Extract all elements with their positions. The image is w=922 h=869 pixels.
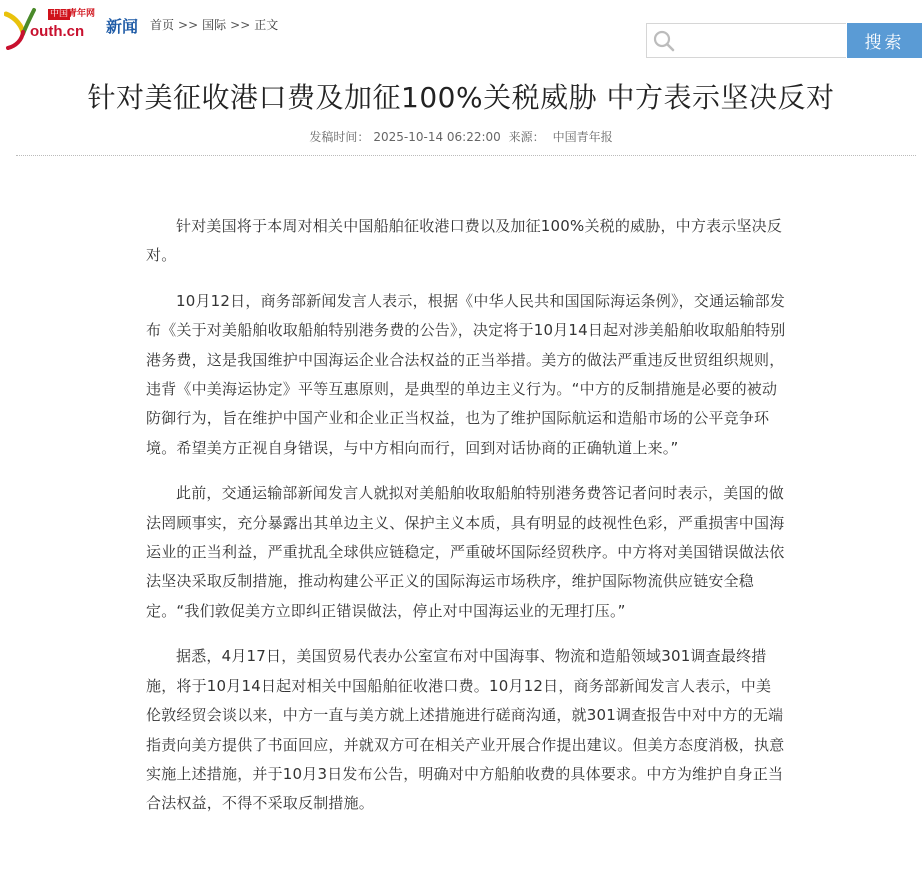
publish-time-value: 2025-10-14 06:22:00 bbox=[373, 130, 501, 144]
breadcrumb-international[interactable]: 国际 bbox=[202, 18, 227, 32]
logo-domain: outh.cn bbox=[30, 23, 85, 40]
logo-youth-net-label: 青年网 bbox=[68, 9, 96, 19]
article-paragraph: 此前，交通运输部新闻发言人就拟对美船舶收取船舶特别港务费答记者问时表示，美国的做法罔顾事实，充分暴露出其单边主义、保护主义本质，具有明显的歧视性色彩，严重损害中国海运业的正当利益，严重扰乱全球供应链稳定，严重破坏国际经贸秩序。中方将对美国错误做法依法坚决采取反制措施，推动构建公平正义的国际海运市场秩序，维护国际物流供应链安全稳定。“我们敦促美方立即纠正错误做法，停止对中国海运业的无理打压。” bbox=[146, 484, 785, 620]
article-body bbox=[146, 212, 786, 835]
breadcrumb-current: 正文 bbox=[254, 18, 279, 32]
header-divider bbox=[16, 155, 916, 156]
site-logo[interactable] bbox=[4, 6, 98, 50]
article-paragraph: 针对美国将于本周对相关中国船舶征收港口费以及加征100%关税的威胁，中方表示坚决反对。 bbox=[146, 217, 783, 265]
publish-time-label: 发稿时间： bbox=[309, 130, 370, 144]
breadcrumb-home[interactable]: 首页 bbox=[150, 18, 175, 32]
search-button[interactable]: 搜索 bbox=[847, 23, 922, 58]
channel-name[interactable]: 新闻 bbox=[106, 17, 139, 36]
article-paragraph: 10月12日，商务部新闻发言人表示，根据《中华人民共和国国际海运条例》，交通运输部发布《关于对美船舶收取船舶特别港务费的公告》，决定将于10月14日起对涉美船舶收取船舶特别港务费，这是我国维护中国海运企业合法权益的正当举措。美方的做法严重违反世贸组织规则，违背《中美海运协定》平等互惠原则，是典型的单边主义行为。“中方的反制措施是必要的被动防御行为，旨在维护中国产业和企业正当权益，也为了维护国际航运和造船市场的公平竞争环境。希望美方正视自身错误，与中方相向而行，回到对话协商的正确轨道上来。” bbox=[146, 291, 786, 457]
article-paragraph: 据悉，4月17日，美国贸易代表办公室宣布对中国海事、物流和造船领域301调查最终措施，将于10月14日起对相关中国船舶征收港口费。10月12日，商务部新闻发言人表示，中美伦敦经贸会谈以来，中方一直与美方就上述措施进行磋商沟通，就301调查报告中对中方的无端指责向美方提供了书面回应，并就双方可在相关产业开展合作提出建议。但美方态度消极，执意实施上述措施，并于10月3日发布公告，明确对中方船舶收费的具体要求。中方为维护自身正当合法权益，不得不采取反制措施。 bbox=[146, 647, 785, 813]
breadcrumb-separator: >> bbox=[230, 18, 251, 32]
search-box bbox=[646, 23, 846, 58]
article-title: 针对美征收港口费及加征100%关税威胁 中方表示坚决反对 bbox=[87, 81, 835, 114]
breadcrumb-separator: >> bbox=[178, 18, 199, 32]
site-header bbox=[0, 0, 922, 64]
logo-china-label: 中国 bbox=[50, 9, 69, 19]
source-label: 来源： bbox=[508, 130, 545, 144]
source-value: 中国青年报 bbox=[552, 130, 613, 144]
search-icon bbox=[653, 30, 675, 52]
search-input[interactable] bbox=[681, 28, 845, 55]
breadcrumb bbox=[150, 16, 278, 33]
article-meta bbox=[0, 128, 922, 145]
